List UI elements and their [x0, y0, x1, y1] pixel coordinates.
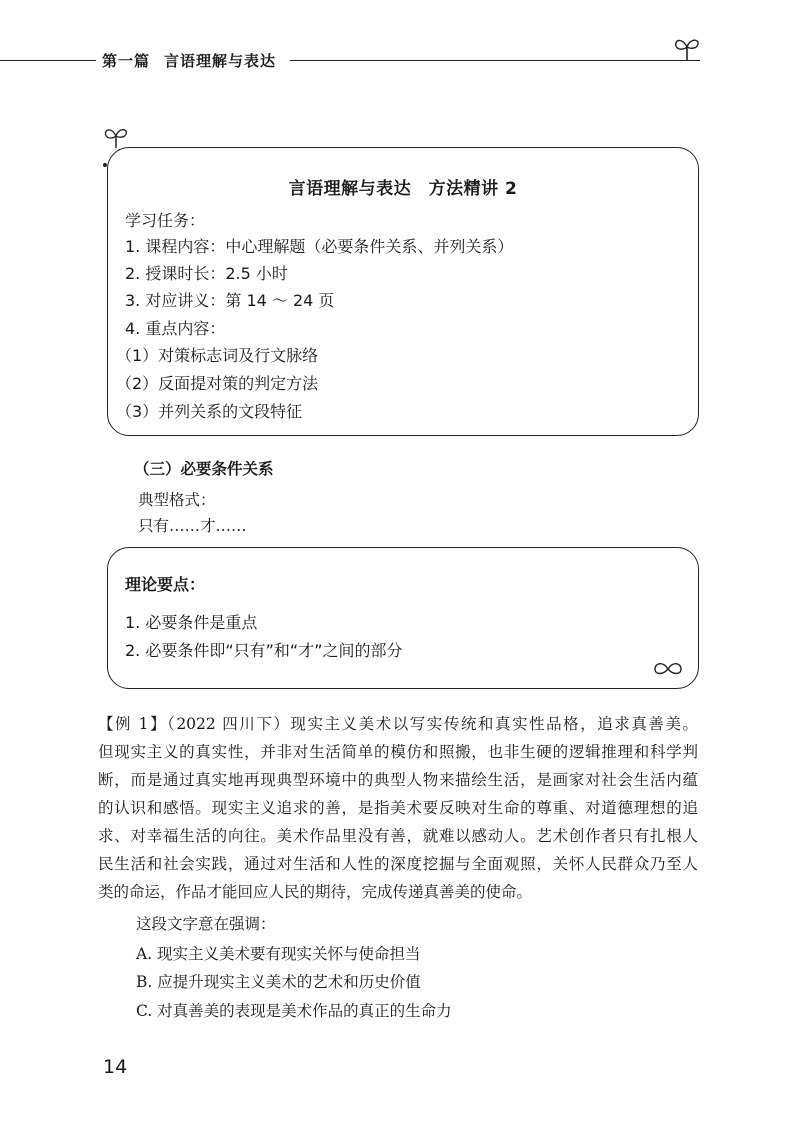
- option-a: A. 现实主义美术要有现实关怀与使命担当: [136, 945, 421, 963]
- double-leaf-icon: [652, 660, 684, 678]
- paragraph-line: 【例 1】（2022 四川下）现实主义美术以写实传统和真实性品格，追求真善美。: [98, 715, 698, 733]
- header-part: 第一篇: [102, 52, 151, 70]
- method-box: [107, 147, 699, 436]
- task-item: 1. 课程内容：中心理解题（必要条件关系、并列关系）: [125, 237, 514, 256]
- section-heading: （三）必要条件关系: [134, 460, 274, 478]
- option-b: B. 应提升现实主义美术的艺术和历史价值: [136, 973, 421, 991]
- header-rule-left: [0, 60, 96, 61]
- sprout-icon: [672, 32, 702, 62]
- bullet-dot: [103, 163, 107, 167]
- theory-title: 理论要点：: [125, 575, 206, 594]
- paragraph-line: 但现实主义的真实性，并非对生活简单的模仿和照搬，也非生硬的逻辑推理和科学判: [98, 743, 698, 761]
- task-item: （3）并列关系的文段特征: [116, 402, 303, 421]
- task-item: （2）反面提对策的判定方法: [116, 374, 319, 393]
- task-item: 4. 重点内容：: [125, 319, 226, 338]
- task-label: 学习任务：: [125, 211, 206, 230]
- option-c: C. 对真善美的表现是美术作品的真正的生命力: [136, 1002, 452, 1020]
- paragraph-line: 断，而是通过真实地再现典型环境中的典型人物来描绘生活，是画家对社会生活内蕴: [98, 771, 698, 789]
- task-item: （1）对策标志词及行文脉络: [116, 346, 319, 365]
- running-header: [96, 50, 284, 71]
- paragraph-line: 类的命运，作品才能回应人民的期待，完成传递真善美的使命。: [98, 883, 533, 901]
- sprout-icon: [102, 122, 130, 150]
- page-number: 14: [103, 1056, 128, 1078]
- theory-item: 1. 必要条件是重点: [125, 613, 258, 632]
- paragraph-line: 求、对幸福生活的向往。美术作品里没有善，就难以感动人。艺术创作者只有扎根人: [98, 827, 698, 845]
- format-value: 只有……才……: [138, 517, 247, 535]
- method-box-title: 言语理解与表达 方法精讲 2: [288, 179, 518, 199]
- theory-item: 2. 必要条件即“只有”和“才”之间的部分: [125, 641, 403, 660]
- paragraph-line: 民生活和社会实践，通过对生活和人性的深度挖掘与全面观照，关怀人民群众乃至人: [98, 855, 698, 873]
- header-title: 言语理解与表达: [164, 52, 277, 70]
- task-item: 3. 对应讲义：第 14 ～ 24 页: [125, 291, 335, 310]
- paragraph-line: 的认识和感悟。现实主义追求的善，是指美术要反映对生命的尊重、对道德理想的追: [98, 799, 698, 817]
- format-label: 典型格式：: [138, 491, 216, 509]
- question-stem: 这段文字意在强调：: [136, 915, 276, 933]
- task-item: 2. 授课时长：2.5 小时: [125, 264, 288, 283]
- header-rule-right: [290, 60, 700, 61]
- theory-box: [107, 547, 699, 689]
